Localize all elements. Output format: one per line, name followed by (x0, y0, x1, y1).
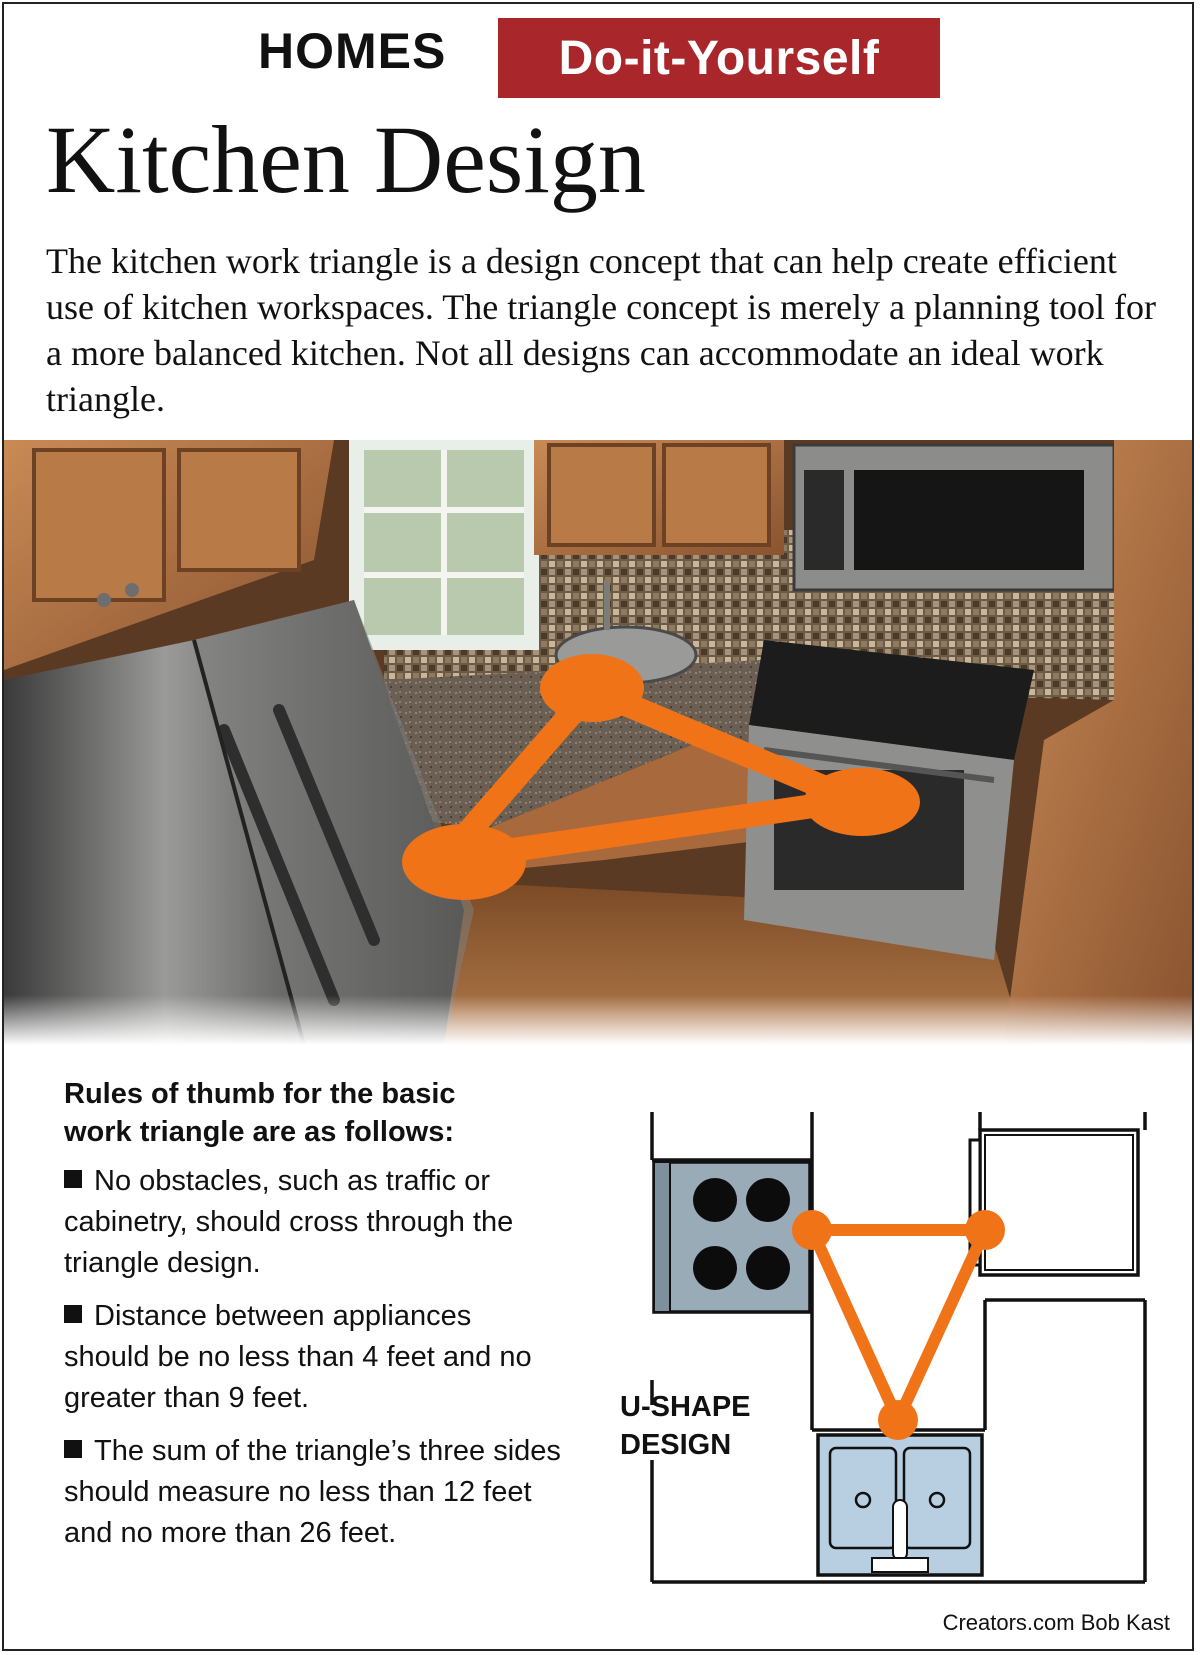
plan-label-line2: DESIGN (620, 1429, 732, 1461)
section-label: HOMES (258, 23, 447, 79)
kitchen-photo (4, 440, 1192, 1045)
rule-item (64, 1296, 564, 1419)
u-shape-plan-diagram (640, 1100, 1160, 1590)
page-title: Kitchen Design (46, 106, 646, 213)
plan-label-line1: U-SHAPE (620, 1391, 751, 1423)
category-badge: Do-it-Yourself (498, 18, 940, 98)
plan-label (620, 1388, 751, 1464)
rule-text: No obstacles, such as traffic or cabinetry, should cross through the triangle design. (64, 1165, 514, 1279)
bullet-icon (64, 1170, 82, 1188)
kitchen-photo-illustration (4, 440, 1192, 1045)
bullet-icon (64, 1305, 82, 1323)
rule-text: Distance between appliances should be no less than 4 feet and no greater than 9 feet. (64, 1300, 532, 1414)
rules-heading-line1: Rules of thumb for the basic (64, 1078, 456, 1110)
rules-heading-line2: work triangle are as follows: (64, 1116, 454, 1148)
stove-icon (654, 1162, 810, 1312)
refrigerator-icon (970, 1130, 1138, 1275)
rules-section (64, 1075, 564, 1566)
sink-icon (818, 1435, 982, 1575)
rule-item (64, 1431, 564, 1554)
bullet-icon (64, 1440, 82, 1458)
plan-work-triangle (792, 1210, 1005, 1440)
rule-text: The sum of the triangle’s three sides should measure no less than 12 feet and no more than 26 feet. (64, 1435, 561, 1549)
rule-item (64, 1161, 564, 1284)
intro-paragraph: The kitchen work triangle is a design concept that can help create efficient use of kitchen workspaces. The triangle concept is merely a planning tool for a more balanced kitchen. Not all designs can accommodate an ideal work triangle. (46, 241, 1156, 419)
rules-heading (64, 1075, 564, 1151)
credit-line: Creators.com Bob Kast (942, 1610, 1170, 1635)
